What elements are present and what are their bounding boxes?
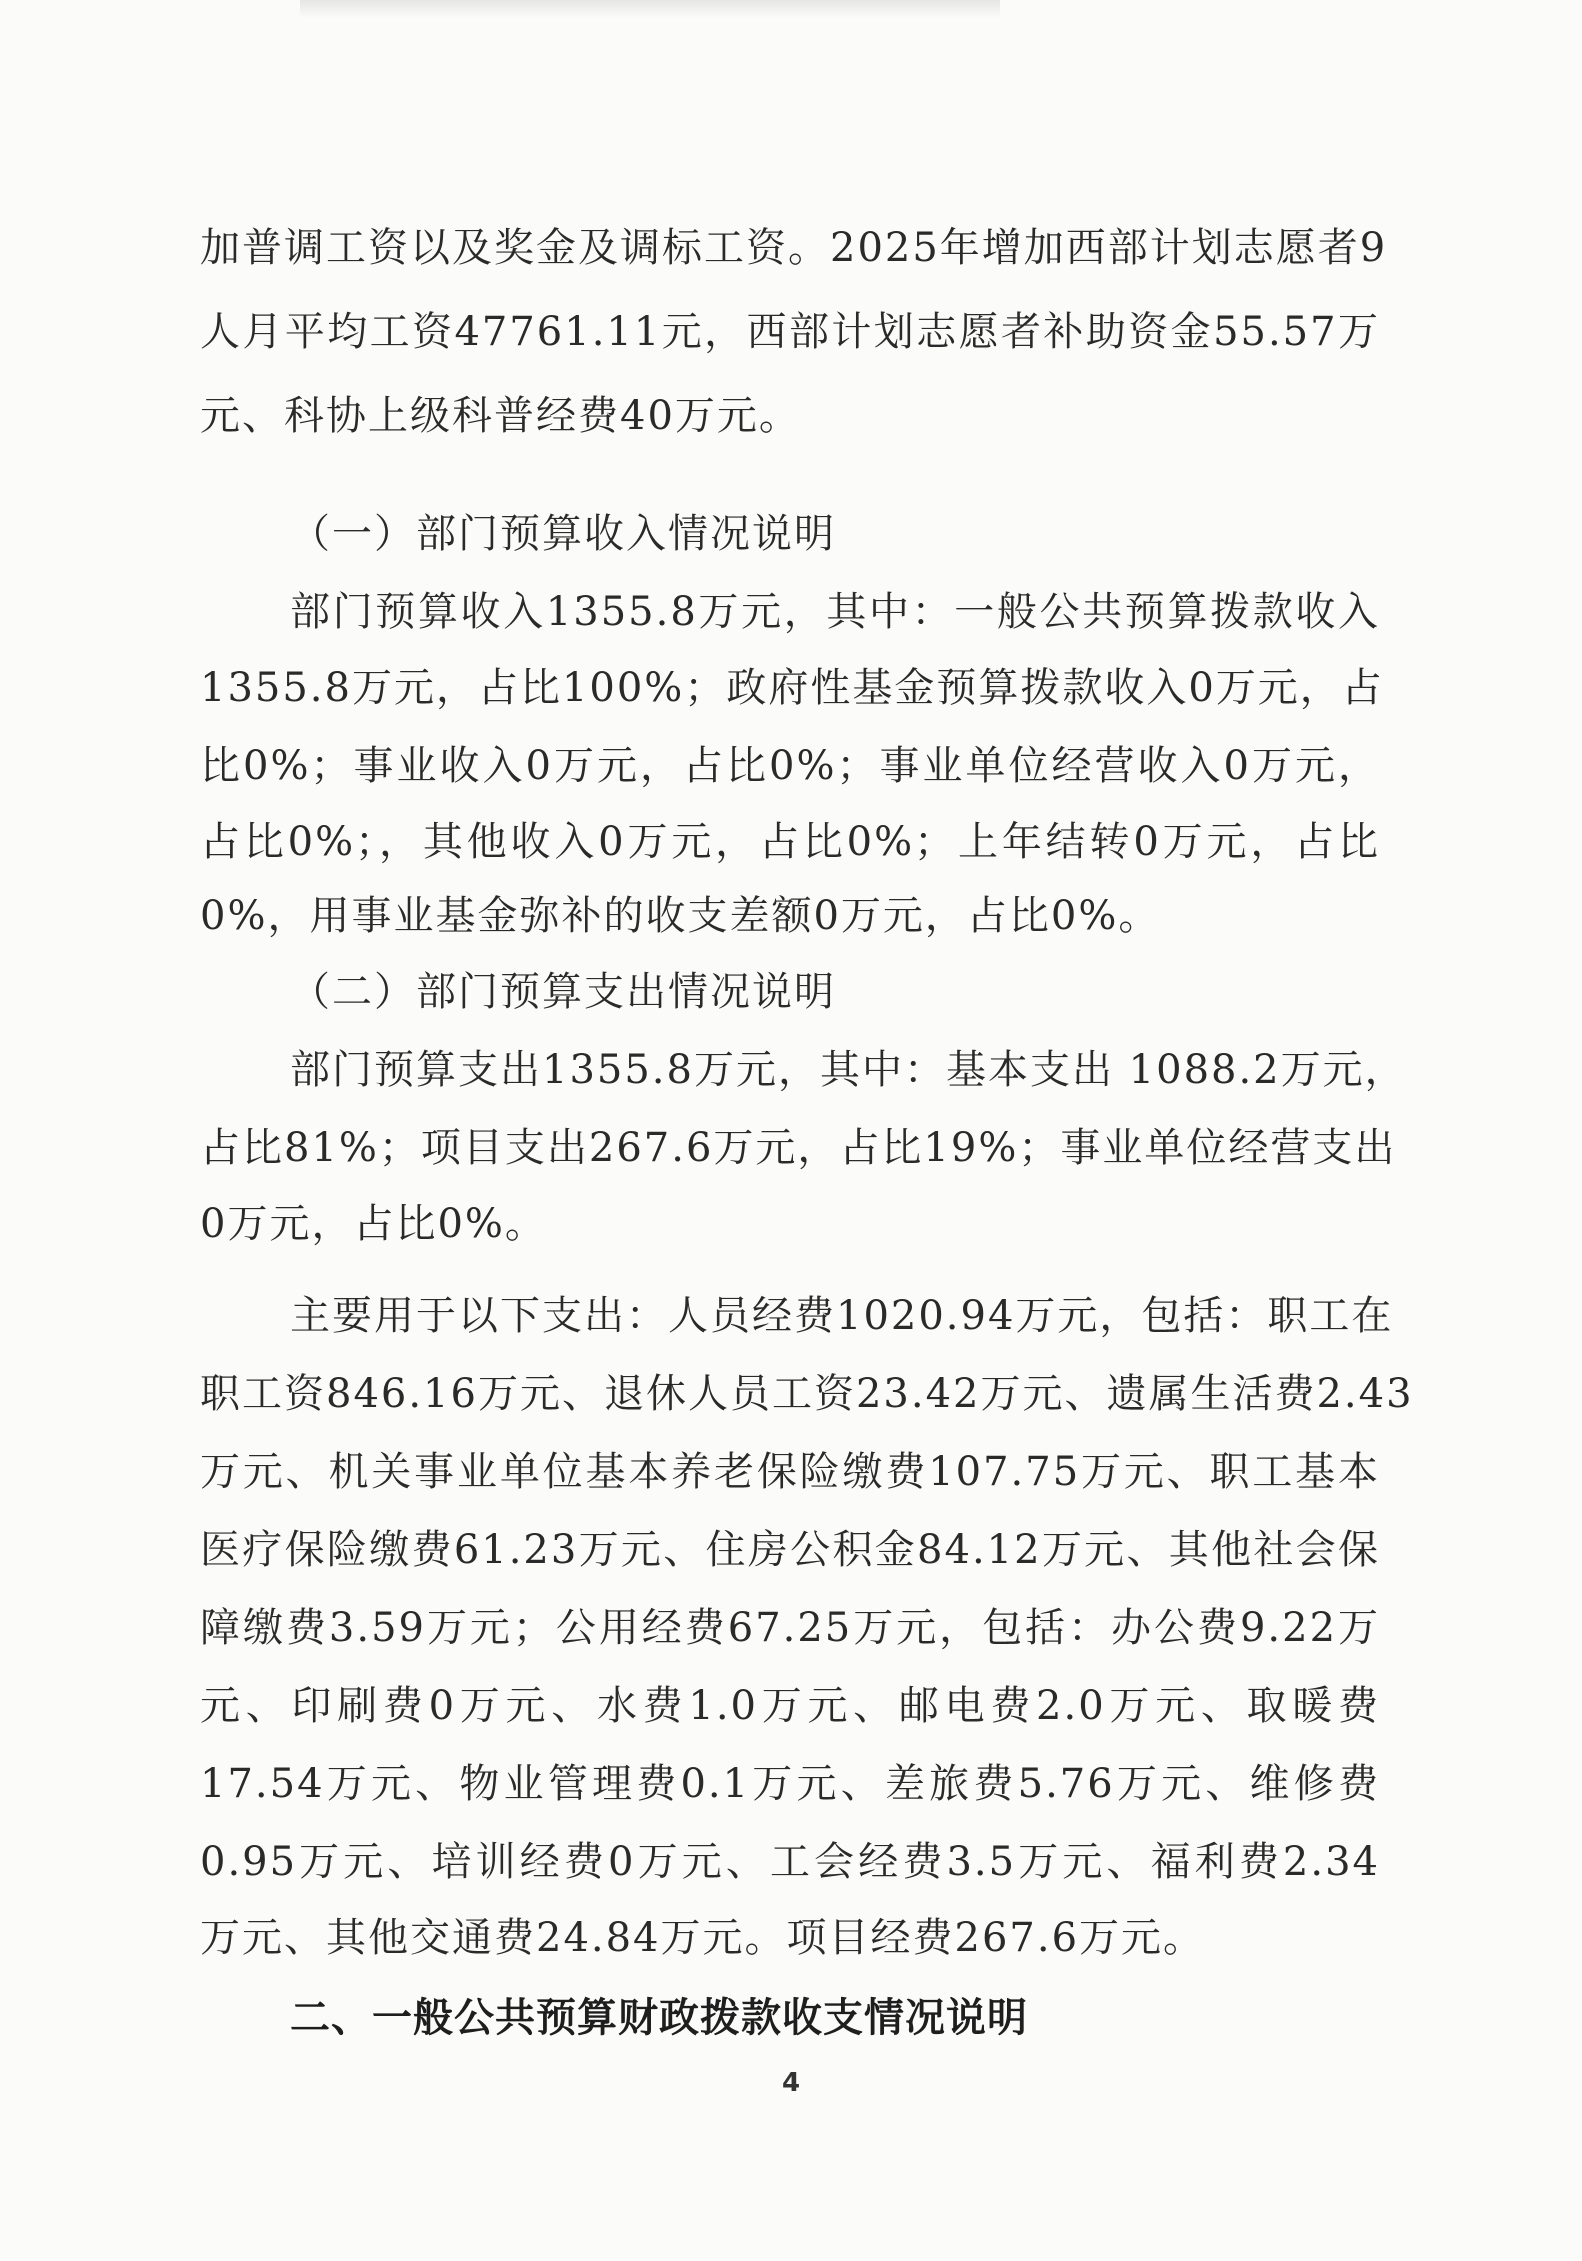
paragraph-line: 0万元，占比0%。 (200, 1201, 547, 1247)
scan-artifact (300, 0, 1000, 18)
paragraph-line: 1355.8万元，占比100%；政府性基金预算拨款收入0万元，占 (200, 665, 1384, 711)
section-title-general-budget: 二、一般公共预算财政拨款收支情况说明 (290, 1995, 1028, 2041)
paragraph-line: 万元、机关事业单位基本养老保险缴费107.75万元、职工基本 (200, 1449, 1380, 1495)
paragraph-line: 加普调工资以及奖金及调标工资。2025年增加西部计划志愿者9 (200, 225, 1388, 271)
paragraph-line: 元、科协上级科普经费40万元。 (200, 393, 801, 439)
paragraph-line: 部门预算收入1355.8万元，其中：一般公共预算拨款收入 (290, 589, 1380, 635)
section-heading-expenditure: （二）部门预算支出情况说明 (290, 969, 836, 1015)
paragraph-line: 占比0%；，其他收入0万元，占比0%；上年结转0万元，占比 (200, 819, 1380, 865)
paragraph-line: 职工资846.16万元、退休人员工资23.42万元、遗属生活费2.43 (200, 1371, 1414, 1417)
paragraph-line: 比0%；事业收入0万元，占比0%；事业单位经营收入0万元， (200, 743, 1380, 789)
paragraph-line: 占比81%；项目支出267.6万元，占比19%；事业单位经营支出 (200, 1125, 1397, 1171)
paragraph-line: 障缴费3.59万元；公用经费67.25万元，包括：办公费9.22万 (200, 1605, 1380, 1651)
paragraph-line: 17.54万元、物业管理费0.1万元、差旅费5.76万元、维修费 (200, 1761, 1380, 1807)
section-heading-income: （一）部门预算收入情况说明 (290, 511, 836, 557)
paragraph-line: 万元、其他交通费24.84万元。项目经费267.6万元。 (200, 1915, 1206, 1961)
paragraph-line: 人月平均工资47761.11元，西部计划志愿者补助资金55.57万 (200, 309, 1380, 355)
paragraph-line: 医疗保险缴费61.23万元、住房公积金84.12万元、其他社会保 (200, 1527, 1380, 1573)
page-number: 4 (781, 2068, 801, 2098)
paragraph-line: 元、印刷费0万元、水费1.0万元、邮电费2.0万元、取暖费 (200, 1683, 1380, 1729)
paragraph-line: 0%，用事业基金弥补的收支差额0万元，占比0%。 (200, 893, 1161, 939)
paragraph-line: 主要用于以下支出：人员经费1020.94万元，包括：职工在 (290, 1293, 1394, 1339)
paragraph-line: 部门预算支出1355.8万元，其中：基本支出 1088.2万元， (290, 1047, 1407, 1093)
paragraph-line: 0.95万元、培训经费0万元、工会经费3.5万元、福利费2.34 (200, 1839, 1380, 1885)
